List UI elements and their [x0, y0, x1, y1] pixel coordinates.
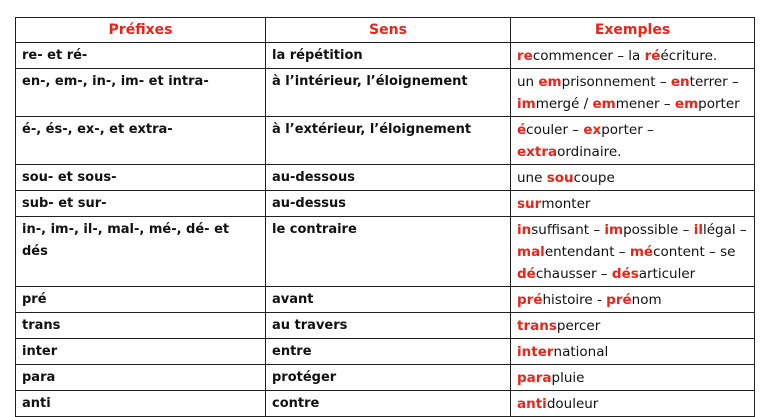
highlighted-prefix: para: [517, 370, 552, 386]
example-line: [517, 315, 748, 337]
example-line: [517, 71, 748, 93]
example-text: douleur: [546, 396, 599, 412]
header-sens: Sens: [266, 18, 511, 43]
prefix-cell: sub- et sur-: [16, 191, 266, 217]
example-text: porter: [698, 96, 740, 112]
sens-cell: avant: [266, 287, 511, 313]
prefix-cell: para: [16, 365, 266, 391]
table-row: [16, 165, 755, 191]
example-text: percer: [556, 318, 601, 334]
table-row: [16, 191, 755, 217]
example-text: nom: [631, 292, 662, 308]
example-text: national: [553, 344, 609, 360]
highlighted-prefix: im: [517, 96, 536, 112]
prefix-cell: é-, és-, ex-, et extra-: [16, 117, 266, 165]
examples-cell: [511, 365, 755, 391]
prefix-cell: sou- et sous-: [16, 165, 266, 191]
example-line: [517, 141, 748, 163]
highlighted-prefix: pré: [606, 292, 632, 308]
example-text: possible –: [623, 222, 694, 238]
examples-cell: [511, 391, 755, 417]
table-row: [16, 339, 755, 365]
sens-cell: au-dessous: [266, 165, 511, 191]
examples-cell: [511, 117, 755, 165]
example-line: [517, 263, 748, 285]
prefix-cell: in-, im-, il-, mal-, mé-, dé- et dés: [16, 217, 266, 287]
examples-cell: [511, 191, 755, 217]
highlighted-prefix: im: [604, 222, 624, 238]
table-row: [16, 69, 755, 117]
example-text: écriture.: [660, 48, 718, 64]
highlighted-prefix: in: [517, 222, 532, 238]
example-line: [517, 289, 748, 311]
prefix-cell: anti: [16, 391, 266, 417]
sens-cell: la répétition: [266, 43, 511, 69]
highlighted-prefix: sou: [546, 170, 574, 186]
example-text: monter: [541, 196, 591, 212]
example-text: articuler: [638, 266, 696, 282]
table-row: [16, 287, 755, 313]
highlighted-prefix: mé: [629, 244, 654, 260]
examples-cell: [511, 313, 755, 339]
example-line: [517, 341, 748, 363]
highlighted-prefix: pré: [517, 292, 543, 308]
prefix-cell: trans: [16, 313, 266, 339]
example-line: [517, 241, 748, 263]
highlighted-prefix: sur: [517, 196, 542, 212]
example-text: un: [517, 74, 539, 90]
examples-cell: [511, 69, 755, 117]
example-line: [517, 193, 748, 215]
sens-cell: au-dessus: [266, 191, 511, 217]
example-text: ordinaire.: [557, 144, 622, 160]
highlighted-prefix: em: [674, 96, 699, 112]
prefix-table-container: [15, 17, 755, 417]
prefix-cell: inter: [16, 339, 266, 365]
example-text: histoire -: [542, 292, 607, 308]
table-row: [16, 391, 755, 417]
example-text: terrer –: [689, 74, 739, 90]
example-line: [517, 393, 748, 415]
example-line: [517, 167, 748, 189]
sens-cell: protéger: [266, 365, 511, 391]
table-body: [16, 43, 755, 417]
sens-cell: au travers: [266, 313, 511, 339]
sens-cell: le contraire: [266, 217, 511, 287]
table-row: [16, 217, 755, 287]
prefix-cell: re- et ré-: [16, 43, 266, 69]
example-text: entendant –: [544, 244, 630, 260]
prefix-table: [15, 17, 755, 417]
highlighted-prefix: re: [517, 48, 533, 64]
example-text: prisonnement –: [561, 74, 671, 90]
sens-cell: contre: [266, 391, 511, 417]
examples-cell: [511, 339, 755, 365]
highlighted-prefix: dé: [517, 266, 536, 282]
highlighted-prefix: mal: [517, 244, 545, 260]
example-text: chausser –: [535, 266, 612, 282]
highlighted-prefix: em: [592, 96, 616, 112]
header-prefixes: Préfixes: [16, 18, 266, 43]
table-row: [16, 117, 755, 165]
example-text: une: [517, 170, 547, 186]
highlighted-prefix: extra: [517, 144, 558, 160]
table-row: [16, 313, 755, 339]
example-text: coupe: [573, 170, 615, 186]
sens-cell: à l’extérieur, l’éloignement: [266, 117, 511, 165]
example-text: mener –: [615, 96, 675, 112]
highlighted-prefix: en: [670, 74, 690, 90]
table-row: [16, 365, 755, 391]
examples-cell: [511, 217, 755, 287]
table-row: [16, 43, 755, 69]
highlighted-prefix: anti: [517, 396, 547, 412]
prefix-cell: en-, em-, in-, im- et intra-: [16, 69, 266, 117]
sens-cell: à l’intérieur, l’éloignement: [266, 69, 511, 117]
highlighted-prefix: dés: [611, 266, 639, 282]
highlighted-prefix: em: [538, 74, 562, 90]
example-text: pluie: [551, 370, 585, 386]
example-line: [517, 93, 748, 115]
example-text: commencer – la: [532, 48, 645, 64]
highlighted-prefix: inter: [517, 344, 554, 360]
example-line: [517, 219, 748, 241]
highlighted-prefix: ré: [644, 48, 661, 64]
highlighted-prefix: ex: [583, 122, 602, 138]
example-text: mergé /: [535, 96, 593, 112]
example-line: [517, 367, 748, 389]
sens-cell: entre: [266, 339, 511, 365]
header-exemples: Exemples: [511, 18, 755, 43]
example-text: suffisant –: [531, 222, 605, 238]
example-text: légal –: [702, 222, 747, 238]
examples-cell: [511, 43, 755, 69]
example-line: [517, 119, 748, 141]
examples-cell: [511, 165, 755, 191]
example-text: content – se: [653, 244, 736, 260]
examples-cell: [511, 287, 755, 313]
example-text: porter –: [601, 122, 654, 138]
example-text: couler –: [526, 122, 584, 138]
example-line: [517, 45, 748, 67]
prefix-cell: pré: [16, 287, 266, 313]
highlighted-prefix: trans: [517, 318, 557, 334]
highlighted-prefix: il: [693, 222, 703, 238]
header-row: [16, 18, 755, 43]
highlighted-prefix: é: [517, 122, 527, 138]
